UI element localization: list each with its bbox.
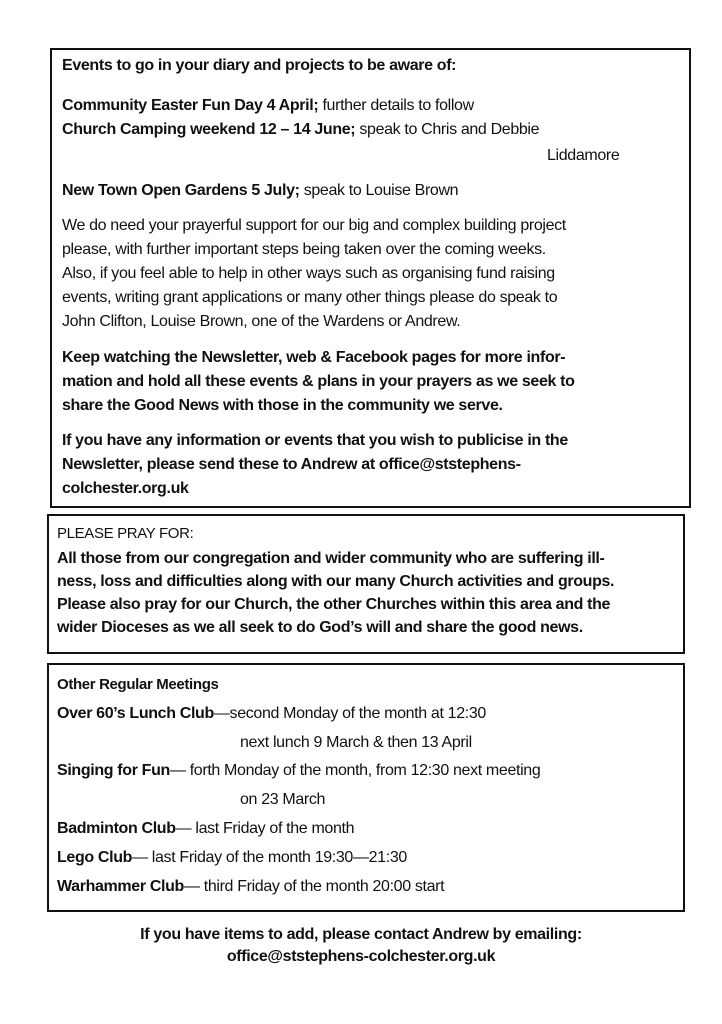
meeting-detail: — forth Monday of the month, from 12:30 next meeting [169,762,541,779]
pray-line: ness, loss and difficulties along with our many Church activities and groups. [57,573,615,590]
pray-line: wider Dioceses as we all seek to do God’s will and share the good news. [57,619,583,636]
pray-line: Please also pray for our Church, the other Churches within this area and the [57,596,611,613]
meeting-item [57,819,354,839]
meeting-detail-cont: on 23 March [240,791,326,808]
event-detail-cont: Liddamore [547,147,620,164]
publicise-line: Newsletter, please send these to Andrew at office@ststephens- [62,456,521,473]
meeting-name: Singing for Fun [57,762,170,779]
footer-contact-line: If you have items to add, please contact Andrew by emailing: [140,926,582,943]
event-title: New Town Open Gardens 5 July; [62,182,300,199]
support-line: events, writing grant applications or many other things please do speak to [62,289,558,306]
event-title: Community Easter Fun Day 4 April; [62,97,319,114]
support-line: please, with further important steps being taken over the coming weeks. [62,241,546,258]
event-detail: speak to Louise Brown [299,182,459,199]
event-item [62,96,474,116]
meeting-item [57,704,486,724]
meeting-name: Lego Club [57,849,133,866]
meeting-item [57,877,444,897]
meeting-item [57,848,407,868]
meeting-name: Over 60’s Lunch Club [57,705,214,722]
publicise-line: If you have any information or events that you wish to publicise in the [62,432,568,449]
event-item [62,120,539,140]
support-line: John Clifton, Louise Brown, one of the Wardens or Andrew. [62,313,461,330]
watch-line: mation and hold all these events & plans in your prayers as we seek to [62,373,575,390]
meetings-box [47,663,685,912]
meeting-detail: — last Friday of the month [175,820,355,837]
events-box [50,48,691,508]
meeting-name: Badminton Club [57,820,176,837]
pray-heading: PLEASE PRAY FOR: [57,525,194,542]
support-line: Also, if you feel able to help in other ways such as organising fund raising [62,265,555,282]
meeting-detail-cont: next lunch 9 March & then 13 April [240,734,472,751]
events-heading: Events to go in your diary and projects to be aware of: [62,57,457,74]
watch-line: share the Good News with those in the community we serve. [62,397,503,414]
meeting-name: Warhammer Club [57,878,184,895]
event-title: Church Camping weekend 12 – 14 June; [62,121,356,138]
meetings-heading: Other Regular Meetings [57,676,219,693]
event-detail: speak to Chris and Debbie [355,121,540,138]
publicise-line: colchester.org.uk [62,480,189,497]
meeting-detail: — third Friday of the month 20:00 start [183,878,445,895]
meeting-detail: — last Friday of the month 19:30—21:30 [132,849,407,866]
pray-box [47,514,685,654]
footer-email: office@ststephens-colchester.org.uk [226,948,496,965]
pray-line: All those from our congregation and wider community who are suffering ill- [57,550,605,567]
event-detail: further details to follow [318,97,474,114]
event-item [62,181,458,201]
meeting-item [57,761,540,781]
support-line: We do need your prayerful support for our big and complex building project [62,217,566,234]
watch-line: Keep watching the Newsletter, web & Facebook pages for more infor- [62,349,566,366]
meeting-detail: —second Monday of the month at 12:30 [213,705,486,722]
